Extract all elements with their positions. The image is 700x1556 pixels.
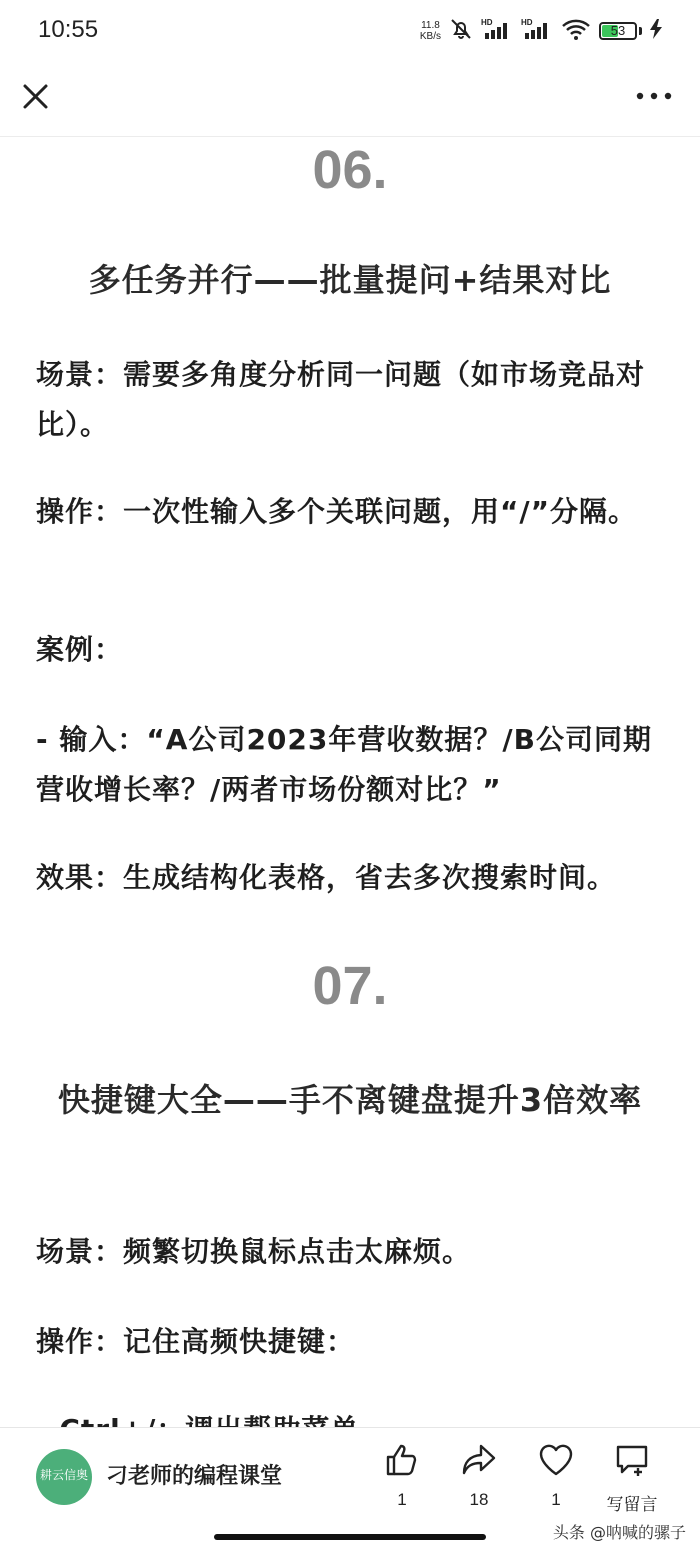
bottom-bar — [0, 1427, 700, 1556]
charging-icon — [650, 19, 662, 43]
like-count: 1 — [397, 1490, 407, 1509]
comment-add-icon — [614, 1442, 650, 1478]
more-options-button[interactable] — [634, 88, 674, 104]
home-indicator[interactable] — [214, 1534, 486, 1540]
paragraph: 操作：记住高频快捷键： — [36, 1325, 356, 1358]
paragraph: 效果：生成结构化表格，省去多次搜索时间。 — [36, 861, 617, 894]
top-nav — [0, 62, 700, 137]
like-button[interactable] — [372, 1442, 432, 1510]
paragraph: 操作：一次性输入多个关联问题，用“/”分隔。 — [36, 495, 638, 528]
close-button[interactable] — [20, 80, 52, 112]
favorite-count: 1 — [551, 1490, 561, 1509]
paragraph: - 输入：“A公司2023年营收数据？/B公司同期营收增长率？/两者市场份额对比？” — [36, 723, 652, 806]
network-speed — [420, 20, 441, 42]
paragraph: 场景：频繁切换鼠标点击太麻烦。 — [36, 1235, 472, 1268]
network-speed-value: 11.8 — [421, 20, 440, 31]
paragraph: 场景：需要多角度分析同一问题（如市场竞品对比）。 — [36, 358, 646, 441]
author-avatar[interactable] — [36, 1449, 92, 1505]
close-icon — [20, 80, 52, 112]
paragraph: 案例： — [36, 633, 124, 666]
avatar-text: 耕云信奥 — [39, 1468, 88, 1482]
section-title: 多任务并行——批量提问+结果对比 — [88, 261, 612, 299]
section-title: 快捷键大全——手不离键盘提升3倍效率 — [57, 1081, 643, 1119]
comment-label: 写留言 — [606, 1495, 658, 1514]
wifi-icon — [561, 17, 591, 45]
signal-2-label: HD — [521, 18, 533, 27]
share-count: 18 — [469, 1490, 489, 1509]
signal-icon — [481, 17, 513, 45]
share-arrow-icon — [461, 1442, 497, 1478]
battery-icon — [599, 22, 637, 40]
favorite-button[interactable] — [526, 1442, 586, 1510]
bell-muted-icon — [449, 17, 473, 45]
author-name[interactable]: 刁老师的编程课堂 — [106, 1464, 283, 1489]
section-number: 06. — [312, 140, 388, 200]
network-speed-unit: KB/s — [419, 31, 441, 42]
battery-tip — [639, 27, 642, 35]
signal-icon-2 — [521, 17, 553, 45]
share-button[interactable] — [449, 1442, 509, 1510]
comment-button[interactable] — [602, 1442, 662, 1515]
battery-level: 53 — [610, 23, 626, 38]
section-number: 07. — [312, 956, 388, 1016]
heart-icon — [538, 1442, 574, 1478]
thumbs-up-icon — [384, 1442, 420, 1478]
more-dots-icon — [634, 88, 674, 104]
signal-1-label: HD — [481, 18, 493, 27]
status-icons — [420, 16, 662, 46]
status-time: 10:55 — [38, 16, 99, 43]
article-body — [0, 137, 700, 1427]
status-bar — [0, 0, 700, 62]
watermark: 头条 @呐喊的骡子 — [552, 1523, 686, 1542]
